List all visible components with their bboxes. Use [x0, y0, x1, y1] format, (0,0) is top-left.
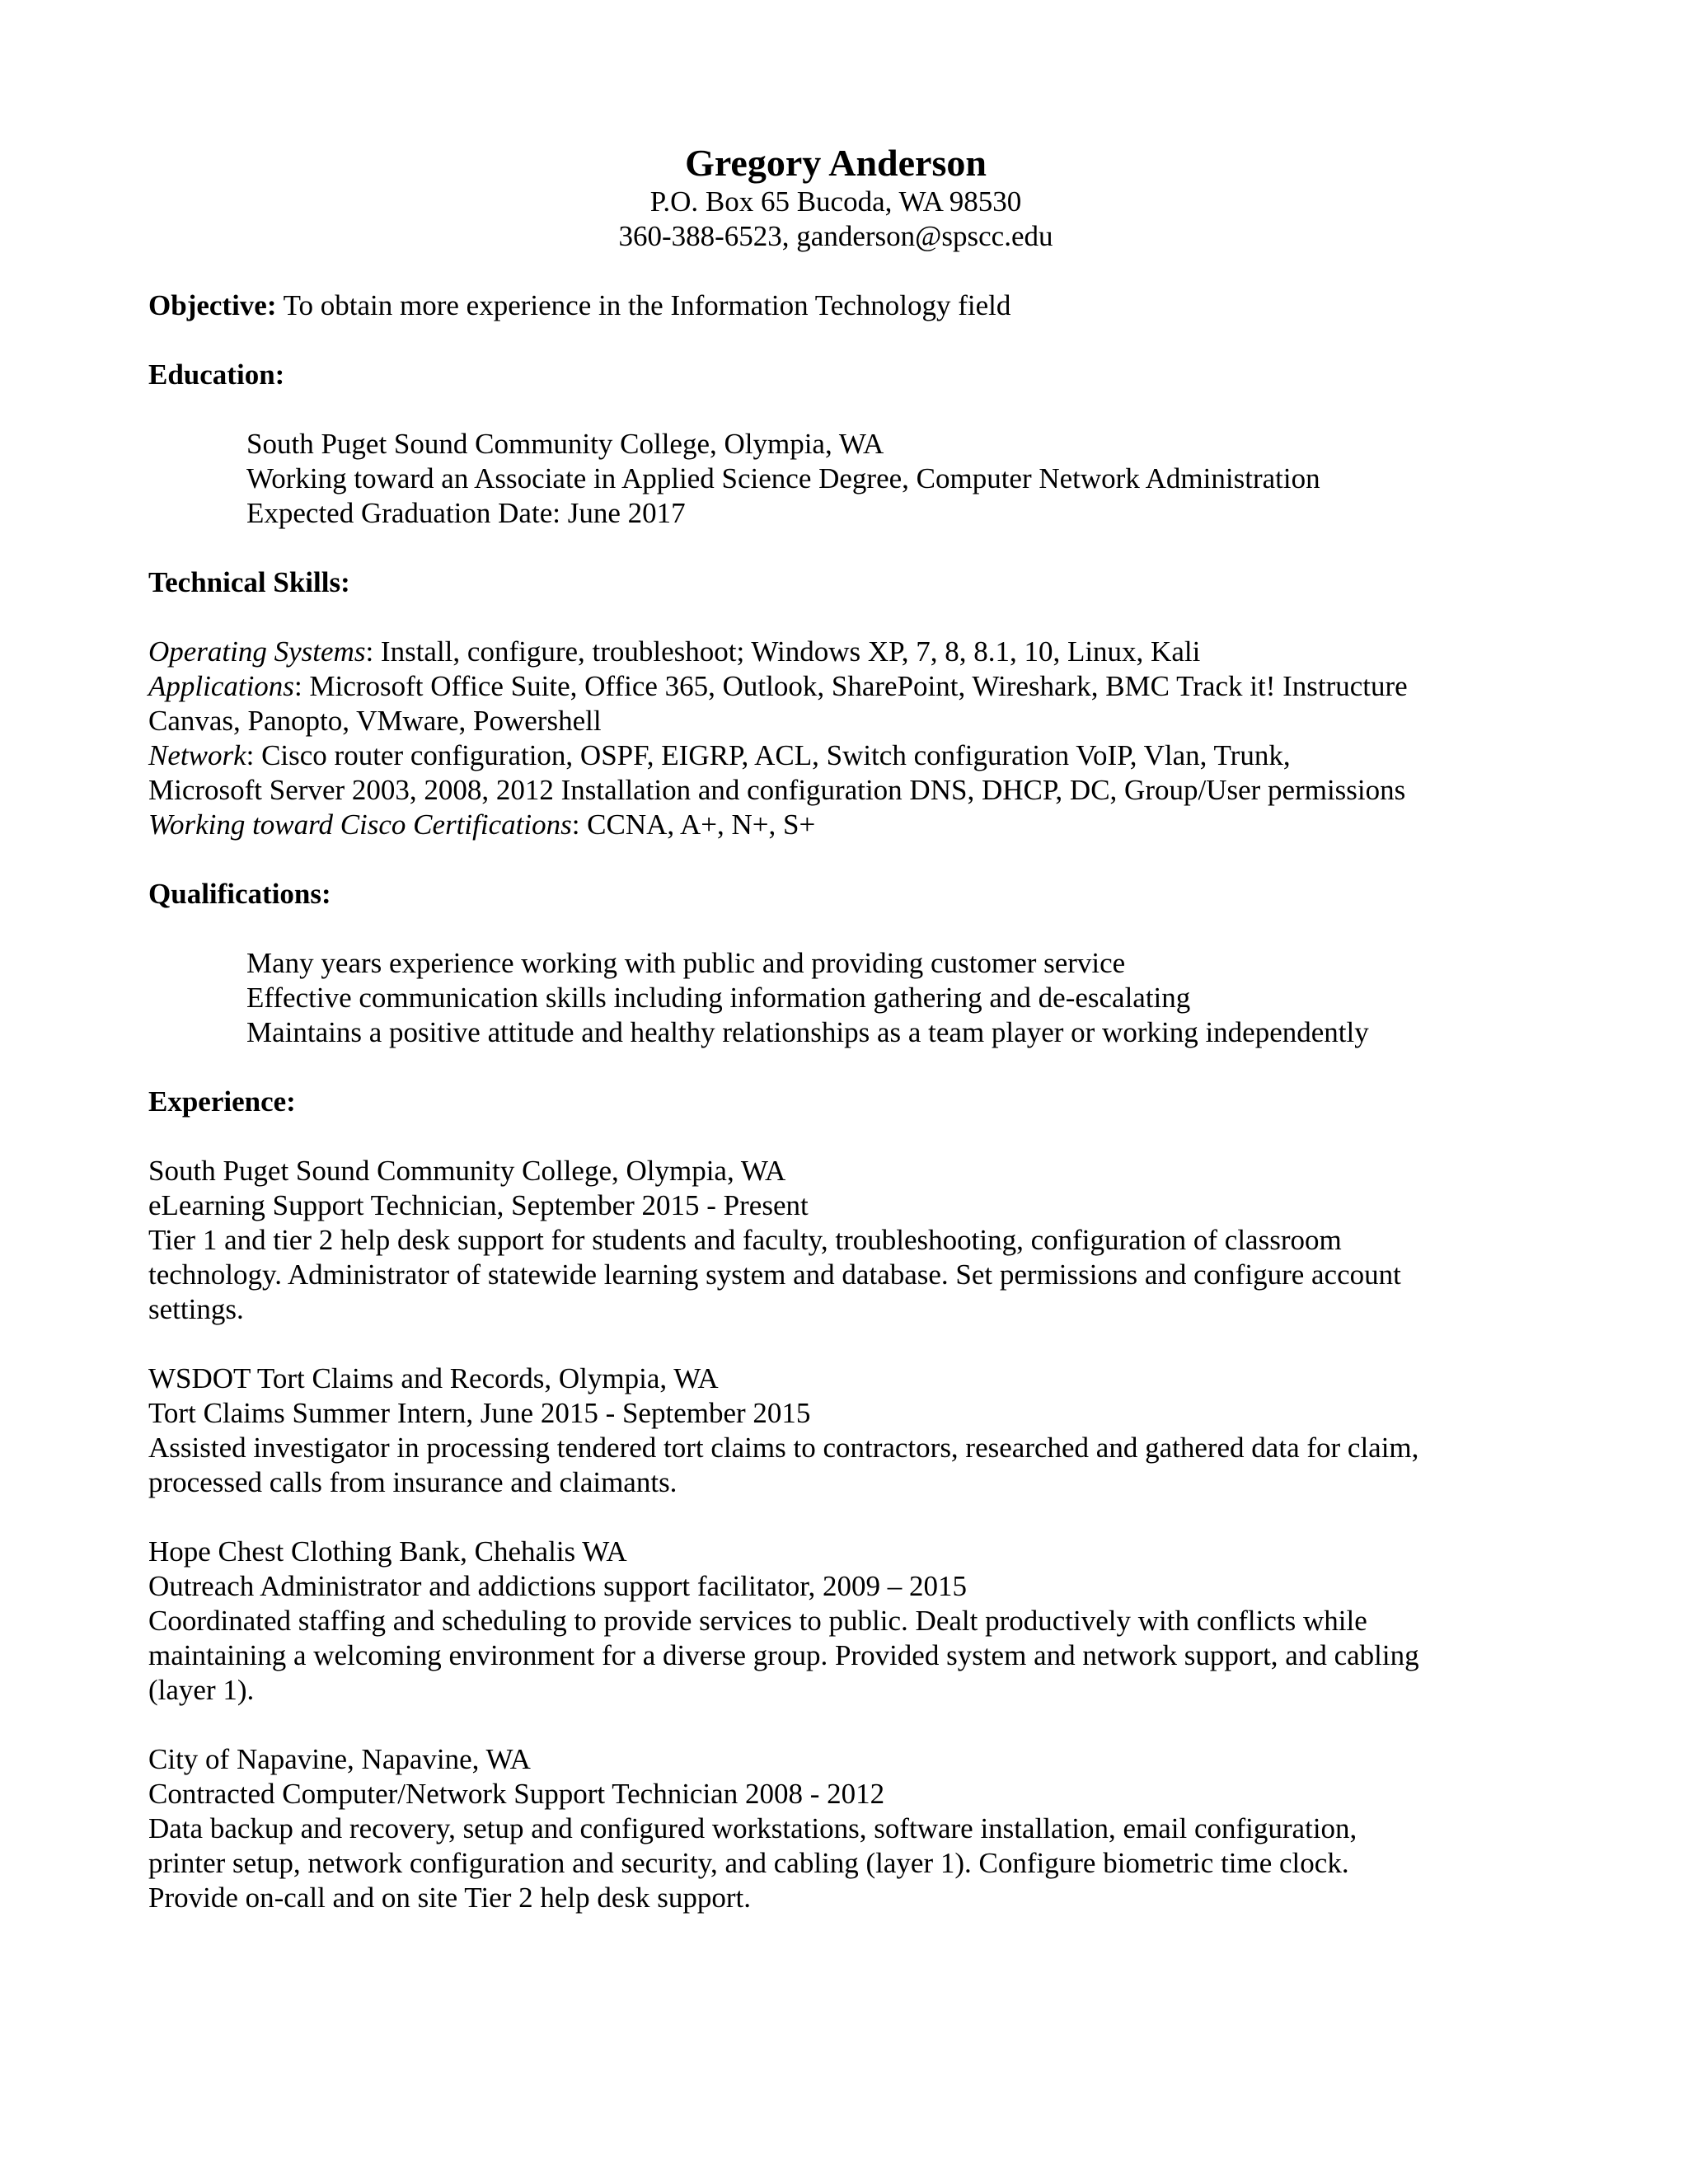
- skill-line: [148, 808, 1523, 842]
- technical-skills-heading: Technical Skills:: [148, 566, 350, 598]
- qualifications-section: [148, 946, 1523, 1050]
- job-entry: [148, 1535, 1523, 1708]
- qualification-line: Effective communication skills including information gathering and de-escalating: [246, 982, 1191, 1014]
- job-desc-line: printer setup, network configuration and security, and cabling (layer 1). Configure biometric time clock.: [148, 1847, 1349, 1879]
- job-desc-line: settings.: [148, 1293, 244, 1325]
- job-title: Outreach Administrator and addictions support facilitator, 2009 – 2015: [148, 1570, 967, 1602]
- objective-heading: Objective:: [148, 289, 277, 321]
- skill-line: [148, 773, 1523, 808]
- job-entry: [148, 1742, 1523, 1915]
- job-desc-line: Assisted investigator in processing tendered tort claims to contractors, researched and gathered data for claim,: [148, 1432, 1419, 1464]
- skill-text: : Microsoft Office Suite, Office 365, Outlook, SharePoint, Wireshark, BMC Track it! Instructure: [293, 670, 1408, 702]
- job-desc-line: processed calls from insurance and claimants.: [148, 1466, 678, 1498]
- experience-section: [148, 1154, 1523, 1915]
- objective-line: [148, 288, 1523, 323]
- skill-label: Applications: [148, 670, 294, 702]
- experience-heading: Experience:: [148, 1085, 296, 1118]
- skill-text: : Install, configure, troubleshoot; Windows XP, 7, 8, 8.1, 10, Linux, Kali: [365, 635, 1201, 668]
- education-line: South Puget Sound Community College, Olympia, WA: [246, 428, 884, 460]
- job-org: Hope Chest Clothing Bank, Chehalis WA: [148, 1535, 627, 1568]
- qualifications-heading: Qualifications:: [148, 878, 331, 910]
- job-desc-line: Data backup and recovery, setup and configured workstations, software installation, email configuration,: [148, 1812, 1357, 1844]
- job-org: WSDOT Tort Claims and Records, Olympia, WA: [148, 1362, 719, 1394]
- skill-line: [148, 704, 1523, 738]
- job-title: Contracted Computer/Network Support Technician 2008 - 2012: [148, 1778, 885, 1810]
- skill-text: Microsoft Server 2003, 2008, 2012 Installation and configuration DNS, DHCP, DC, Group/User permissions: [148, 774, 1406, 806]
- skill-line: [148, 738, 1523, 773]
- job-title: eLearning Support Technician, September 2015 - Present: [148, 1189, 809, 1221]
- skill-label: Working toward Cisco Certifications: [148, 808, 572, 841]
- address: P.O. Box 65 Bucoda, WA 98530: [649, 185, 1022, 218]
- skill-text: Canvas, Panopto, VMware, Powershell: [148, 705, 602, 737]
- qualification-line: Maintains a positive attitude and healthy relationships as a team player or working independently: [246, 1016, 1369, 1048]
- job-desc-line: (layer 1).: [148, 1674, 255, 1706]
- phone-email: 360-388-6523, ganderson@spscc.edu: [618, 220, 1053, 252]
- job-org: South Puget Sound Community College, Olympia, WA: [148, 1155, 786, 1187]
- technical-skills-section: [148, 635, 1523, 842]
- job-entry: [148, 1154, 1523, 1327]
- education-line: Working toward an Associate in Applied Science Degree, Computer Network Administration: [246, 462, 1320, 494]
- job-desc-line: technology. Administrator of statewide learning system and database. Set permissions and configure account: [148, 1258, 1401, 1291]
- job-title: Tort Claims Summer Intern, June 2015 - September 2015: [148, 1397, 811, 1429]
- job-entry: [148, 1361, 1523, 1500]
- education-line: Expected Graduation Date: June 2017: [246, 497, 686, 529]
- skill-line: [148, 669, 1523, 704]
- skill-text: : CCNA, A+, N+, S+: [571, 808, 816, 841]
- job-desc-line: maintaining a welcoming environment for a diverse group. Provided system and network support, and cabling: [148, 1639, 1419, 1671]
- job-desc-line: Provide on-call and on site Tier 2 help desk support.: [148, 1882, 752, 1914]
- skill-label: Operating Systems: [148, 635, 366, 668]
- skill-label: Network: [148, 739, 246, 771]
- candidate-name: Gregory Anderson: [685, 142, 987, 184]
- objective-text: To obtain more experience in the Information Technology field: [276, 289, 1011, 321]
- skill-line: [148, 635, 1523, 669]
- skill-text: : Cisco router configuration, OSPF, EIGRP, ACL, Switch configuration VoIP, Vlan, Trunk,: [246, 739, 1291, 771]
- education-section: [148, 427, 1523, 531]
- qualification-line: Many years experience working with public and providing customer service: [246, 947, 1126, 979]
- job-desc-line: Coordinated staffing and scheduling to provide services to public. Dealt productively with conflicts while: [148, 1605, 1367, 1637]
- education-heading: Education:: [148, 359, 285, 391]
- job-desc-line: Tier 1 and tier 2 help desk support for students and faculty, troubleshooting, configuration of classroom: [148, 1224, 1342, 1256]
- resume-header: [148, 142, 1523, 254]
- job-org: City of Napavine, Napavine, WA: [148, 1743, 531, 1775]
